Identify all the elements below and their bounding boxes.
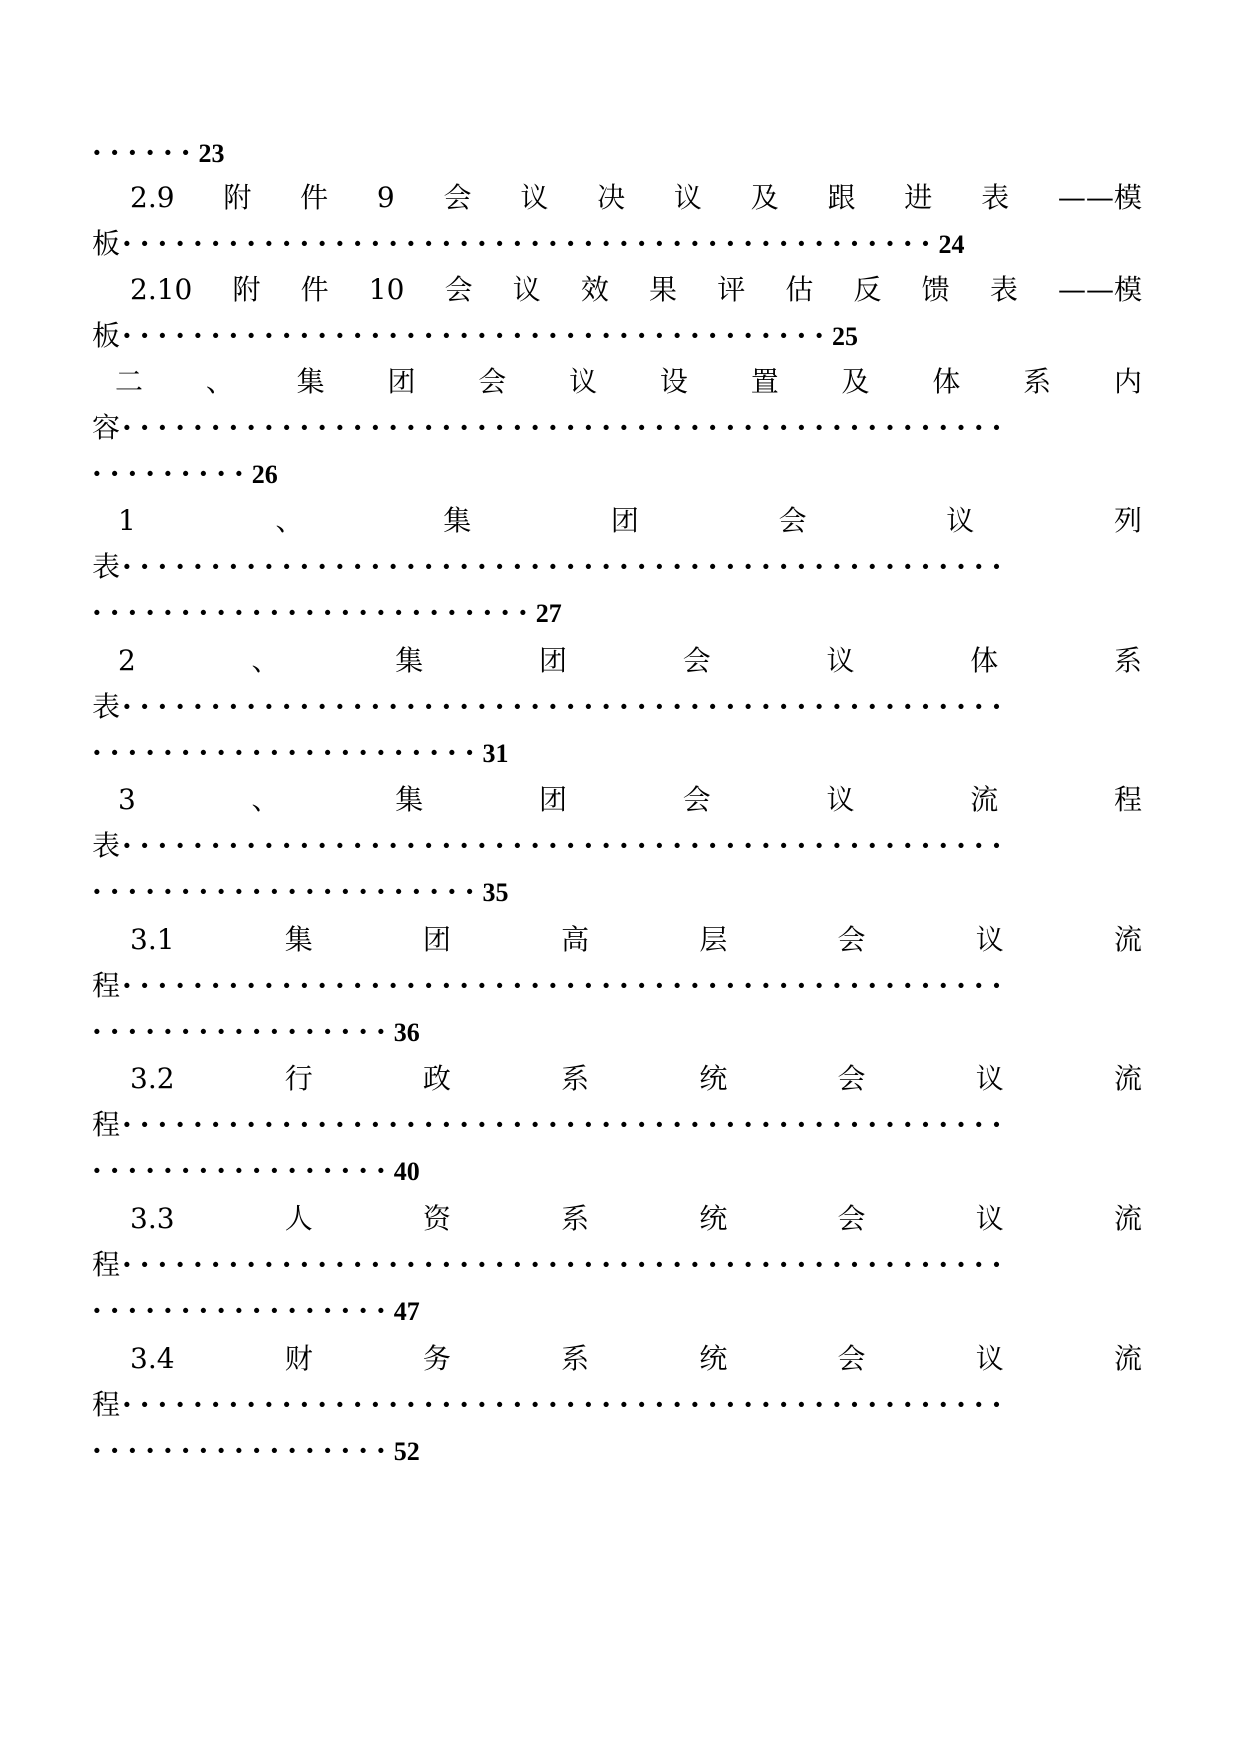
- toc-leader-line: [92, 318, 1144, 354]
- dot-leader: ··············································: [122, 227, 939, 260]
- title-char: ——模: [1057, 273, 1142, 306]
- title-char: 系: [561, 1062, 590, 1095]
- title-char: 集: [284, 923, 313, 956]
- toc-leader-line: [92, 226, 1144, 262]
- title-char: 表: [989, 273, 1018, 306]
- title-char: 高: [561, 923, 590, 956]
- toc-entry-section-2[interactable]: [115, 364, 1142, 400]
- title-char: 程: [92, 969, 121, 1002]
- title-char: 跟: [827, 181, 856, 214]
- title-char: 、: [251, 783, 280, 816]
- toc-leader-line: [92, 1107, 1144, 1143]
- toc-leader-line: [92, 828, 1144, 864]
- toc-leader-line: [92, 549, 1144, 585]
- entry-number: 1: [118, 504, 136, 537]
- title-char: 程: [92, 1388, 121, 1421]
- title-char: 议: [512, 273, 541, 306]
- title-char: 议: [826, 644, 855, 677]
- title-char: 会: [682, 783, 711, 816]
- title-char: 会: [837, 1062, 866, 1095]
- title-char: 流: [1113, 923, 1142, 956]
- title-char: 团: [422, 923, 451, 956]
- toc-leader-line: [92, 1433, 1144, 1469]
- dot-leader: ··················································: [122, 829, 1010, 862]
- toc-entry-3-3[interactable]: [130, 1201, 1142, 1237]
- toc-leader-line: [92, 410, 1144, 446]
- dot-leader: ······: [92, 136, 199, 169]
- title-char: 会: [478, 365, 507, 398]
- title-char: 设: [659, 365, 688, 398]
- title-char: 会: [837, 923, 866, 956]
- toc-leader-line: [92, 689, 1144, 725]
- dot-leader: ··················································: [122, 690, 1010, 723]
- title-char: 流: [1113, 1202, 1142, 1235]
- title-char: 会: [837, 1342, 866, 1375]
- title-char: 评: [717, 273, 746, 306]
- dot-leader: ·················: [92, 1434, 394, 1467]
- title-char: 表: [92, 690, 121, 723]
- title-char: 议: [569, 365, 598, 398]
- title-char: 置: [750, 365, 779, 398]
- title-char: 表: [981, 181, 1010, 214]
- title-char: 统: [699, 1062, 728, 1095]
- title-char: 及: [841, 365, 870, 398]
- toc-entry-3-4[interactable]: [130, 1341, 1142, 1377]
- title-char: 人: [284, 1202, 313, 1235]
- title-char: 流: [970, 783, 999, 816]
- toc-entry-2-9[interactable]: [130, 180, 1142, 216]
- title-char: 集: [395, 644, 424, 677]
- title-char: 馈: [921, 273, 950, 306]
- title-char: 会: [443, 181, 472, 214]
- entry-number: 3.4: [130, 1342, 175, 1375]
- toc-leader-line: [92, 595, 1144, 631]
- page-number[interactable]: 24: [938, 230, 965, 259]
- dot-leader: ··················································: [122, 1108, 1010, 1141]
- title-char: 议: [975, 1202, 1004, 1235]
- title-char: 流: [1113, 1342, 1142, 1375]
- entry-number: 3.1: [130, 923, 175, 956]
- dot-leader: ·················: [92, 1154, 394, 1187]
- page-number[interactable]: 36: [393, 1018, 420, 1047]
- dot-leader: ·········: [92, 457, 252, 490]
- title-char: 议: [975, 923, 1004, 956]
- page-number[interactable]: 31: [482, 739, 509, 768]
- title-char: 团: [539, 644, 568, 677]
- toc-leader-line: [92, 1293, 1144, 1329]
- dot-leader: ·························: [92, 596, 536, 629]
- toc-leader-line: [92, 135, 1144, 171]
- title-char: 程: [1113, 783, 1142, 816]
- page-number[interactable]: 35: [482, 878, 509, 907]
- toc-leader-line: [92, 1387, 1144, 1423]
- entry-number: 2.9: [130, 181, 175, 214]
- dot-leader: ······················: [92, 875, 483, 908]
- title-char: 议: [826, 783, 855, 816]
- title-char: 议: [975, 1062, 1004, 1095]
- title-char: 会: [778, 504, 807, 537]
- title-char: 10: [368, 273, 405, 306]
- title-char: 附: [223, 181, 252, 214]
- title-char: 流: [1113, 1062, 1142, 1095]
- dot-leader: ··················································: [122, 550, 1010, 583]
- title-char: 议: [946, 504, 975, 537]
- title-char: 及: [750, 181, 779, 214]
- toc-leader-line: [92, 1014, 1144, 1050]
- title-char: 进: [904, 181, 933, 214]
- title-char: 体: [970, 644, 999, 677]
- entry-number: 3.2: [130, 1062, 175, 1095]
- title-char: 程: [92, 1108, 121, 1141]
- toc-leader-line: [92, 1153, 1144, 1189]
- title-char: 会: [682, 644, 711, 677]
- title-char: 政: [422, 1062, 451, 1095]
- dot-leader: ··················································: [122, 411, 1010, 444]
- page-number[interactable]: 47: [393, 1297, 420, 1326]
- toc-entry-2-10[interactable]: [130, 272, 1142, 308]
- entry-number: 二: [115, 365, 144, 398]
- title-char: 统: [699, 1342, 728, 1375]
- title-char: 件: [300, 273, 329, 306]
- toc-entry-1[interactable]: [118, 503, 1142, 539]
- title-char: 板: [92, 227, 121, 260]
- toc-entry-3[interactable]: [118, 782, 1142, 818]
- title-char: 集: [395, 783, 424, 816]
- dot-leader: ··················································: [122, 969, 1010, 1002]
- title-char: 统: [699, 1202, 728, 1235]
- toc-entry-3-1[interactable]: [130, 922, 1142, 958]
- title-char: 行: [284, 1062, 313, 1095]
- page-number[interactable]: 52: [393, 1437, 420, 1466]
- title-char: 会: [837, 1202, 866, 1235]
- title-char: 、: [251, 644, 280, 677]
- toc-leader-line: [92, 735, 1144, 771]
- title-char: 决: [597, 181, 626, 214]
- dot-leader: ·················: [92, 1015, 394, 1048]
- title-char: 团: [610, 504, 639, 537]
- title-char: 列: [1113, 504, 1142, 537]
- title-char: 反: [853, 273, 882, 306]
- title-char: 资: [422, 1202, 451, 1235]
- toc-leader-line: [92, 1247, 1144, 1283]
- title-char: 内: [1113, 365, 1142, 398]
- title-char: 议: [975, 1342, 1004, 1375]
- title-char: 、: [205, 365, 234, 398]
- title-char: 务: [422, 1342, 451, 1375]
- title-char: 层: [699, 923, 728, 956]
- title-char: 团: [539, 783, 568, 816]
- title-char: 系: [1113, 644, 1142, 677]
- dot-leader: ··················································: [122, 1248, 1010, 1281]
- title-char: 附: [232, 273, 261, 306]
- title-char: 表: [92, 829, 121, 862]
- title-char: 系: [561, 1342, 590, 1375]
- toc-leader-line: [92, 874, 1144, 910]
- toc-entry-2[interactable]: [118, 643, 1142, 679]
- title-char: 效: [580, 273, 609, 306]
- title-char: 议: [520, 181, 549, 214]
- toc-leader-line: [92, 968, 1144, 1004]
- page-number[interactable]: 40: [393, 1157, 420, 1186]
- title-char: 板: [92, 319, 121, 352]
- title-char: 、: [275, 504, 304, 537]
- title-char: 会: [444, 273, 473, 306]
- dot-leader: ········································: [122, 319, 832, 352]
- title-char: 容: [92, 411, 121, 444]
- title-char: 议: [673, 181, 702, 214]
- title-char: 果: [649, 273, 678, 306]
- title-char: 程: [92, 1248, 121, 1281]
- title-char: 集: [296, 365, 325, 398]
- title-char: 财: [284, 1342, 313, 1375]
- title-char: 团: [387, 365, 416, 398]
- page-number[interactable]: 26: [251, 460, 278, 489]
- entry-number: 3: [118, 783, 136, 816]
- dot-leader: ······················: [92, 736, 483, 769]
- page-number[interactable]: 23: [198, 139, 225, 168]
- title-char: 系: [561, 1202, 590, 1235]
- title-char: 估: [785, 273, 814, 306]
- title-char: 件: [300, 181, 329, 214]
- page-number[interactable]: 25: [831, 322, 858, 351]
- entry-number: 2: [118, 644, 136, 677]
- entry-number: 3.3: [130, 1202, 175, 1235]
- entry-number: 2.10: [130, 273, 193, 306]
- title-char: ——模: [1057, 181, 1142, 214]
- title-char: 表: [92, 550, 121, 583]
- dot-leader: ··················································: [122, 1388, 1010, 1421]
- title-char: 系: [1023, 365, 1052, 398]
- title-char: 9: [376, 181, 395, 214]
- page-number[interactable]: 27: [535, 599, 562, 628]
- title-char: 体: [932, 365, 961, 398]
- toc-entry-3-2[interactable]: [130, 1061, 1142, 1097]
- toc-leader-line: [92, 456, 1144, 492]
- dot-leader: ·················: [92, 1294, 394, 1327]
- title-char: 集: [443, 504, 472, 537]
